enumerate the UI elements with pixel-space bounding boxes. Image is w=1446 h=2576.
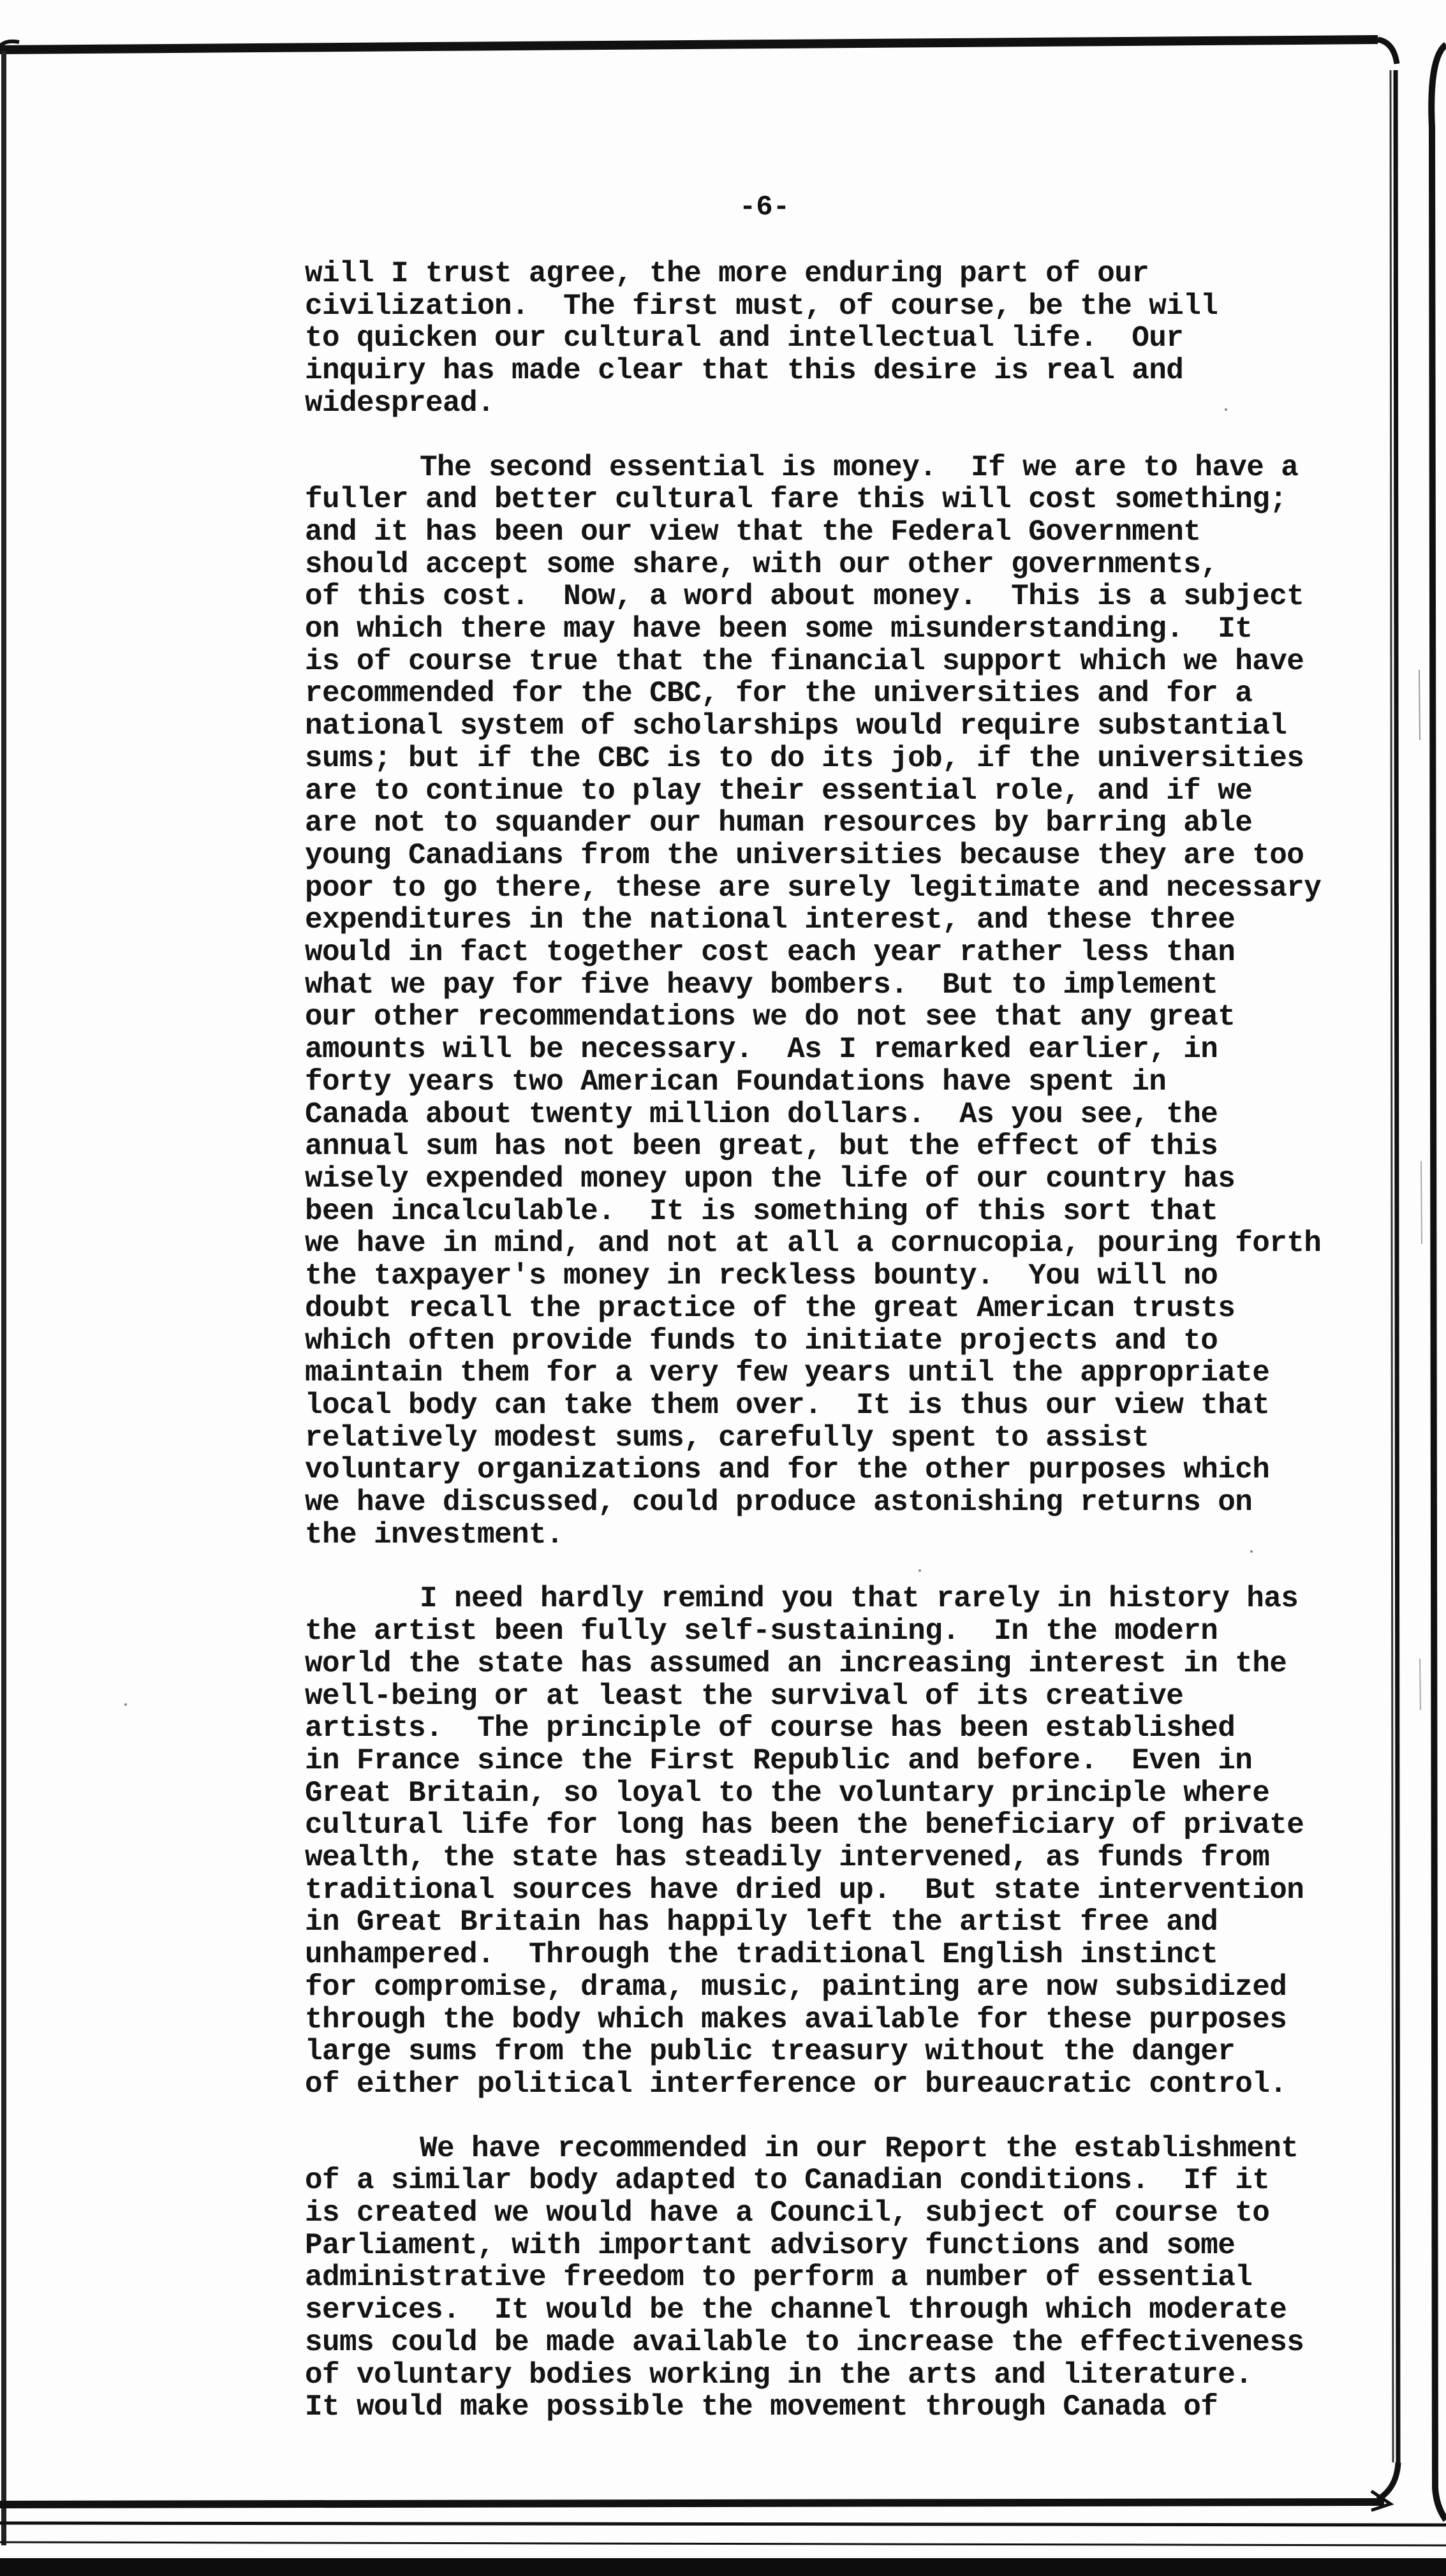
text-line: civilization. The first must, of course, be the will — [305, 289, 1218, 323]
text-line: will I trust agree, the more enduring part of our — [305, 257, 1149, 290]
text-line: to quicken our cultural and intellectual life. Our — [305, 322, 1184, 355]
text-line: amounts will be necessary. As I remarked earlier, in — [305, 1033, 1218, 1067]
text-line: Parliament, with important advisory functions and some — [305, 2228, 1236, 2262]
text-line: recommended for the CBC, for the universities and for a — [305, 677, 1253, 711]
paper-speck — [919, 1569, 921, 1572]
text-line: poor to go there, these are surely legitimate and necessary — [305, 871, 1322, 905]
text-line: artists. The principle of course has been established — [305, 1712, 1236, 1745]
text-line: large sums from the public treasury without the danger — [305, 2035, 1236, 2069]
text-line: which often provide funds to initiate projects and to — [305, 1324, 1218, 1358]
text-line: the investment. — [305, 1518, 564, 1551]
paragraph-3 — [305, 1583, 1402, 2100]
text-line: administrative freedom to perform a number of essential — [305, 2261, 1253, 2295]
text-line: been incalculable. It is something of this sort that — [305, 1194, 1218, 1228]
text-line: should accept some share, with our other governments, — [305, 547, 1218, 581]
text-line: voluntary organizations and for the other purposes which — [305, 1453, 1270, 1487]
text-line: are not to squander our human resources by barring able — [305, 806, 1253, 840]
paragraph-spacer — [305, 1551, 1402, 1583]
text-line: national system of scholarships would require substantial — [305, 709, 1287, 743]
text-line: annual sum has not been great, but the effect of this — [305, 1130, 1218, 1164]
text-line: cultural life for long has been the beneficiary of private — [305, 1809, 1304, 1842]
text-line: Canada about twenty million dollars. As you see, the — [305, 1097, 1218, 1131]
paragraph-2 — [305, 452, 1402, 1551]
text-line: in France since the First Republic and before. Even in — [305, 1743, 1253, 1777]
paragraph-1 — [305, 258, 1402, 420]
text-line: We have recommended in our Report the establishment — [420, 2131, 1299, 2165]
text-line: for compromise, drama, music, painting are now subsidized — [305, 1970, 1287, 2004]
text-line: the taxpayer's money in reckless bounty. You will no — [305, 1259, 1218, 1293]
text-line: would in fact together cost each year rather less than — [305, 936, 1236, 970]
text-line: is of course true that the financial support which we have — [305, 644, 1304, 678]
text-line: and it has been our view that the Federal Government — [305, 515, 1201, 549]
text-line: on which there may have been some misunderstanding. It — [305, 612, 1253, 646]
text-line: are to continue to play their essential role, and if we — [305, 774, 1253, 808]
text-line: of this cost. Now, a word about money. This is a subject — [305, 580, 1304, 614]
paper-speck — [1250, 1550, 1253, 1553]
text-line: The second essential is money. If we are to have a — [420, 450, 1299, 484]
text-line: is created we would have a Council, subject of course to — [305, 2196, 1270, 2230]
text-line: It would make possible the movement through Canada of — [305, 2390, 1218, 2424]
text-line: we have discussed, could produce astonishing returns on — [305, 1486, 1253, 1520]
body-text — [305, 258, 1402, 2424]
paragraph-spacer — [305, 420, 1402, 452]
text-line: through the body which makes available for these purposes — [305, 2002, 1287, 2036]
paper-speck — [124, 1703, 127, 1706]
text-line: well-being or at least the survival of its creative — [305, 1679, 1184, 1713]
text-line: inquiry has made clear that this desire is real and — [305, 354, 1184, 388]
text-line: Great Britain, so loyal to the voluntary principle where — [305, 1776, 1270, 1810]
text-line: forty years two American Foundations have spent in — [305, 1065, 1167, 1099]
text-line: of either political interference or bureaucratic control. — [305, 2067, 1287, 2101]
text-line: I need hardly remind you that rarely in history has — [420, 1582, 1299, 1616]
text-line: local body can take them over. It is thus our view that — [305, 1388, 1270, 1422]
text-line: young Canadians from the universities because they are too — [305, 838, 1304, 872]
text-line: unhampered. Through the traditional English instinct — [305, 1938, 1218, 1972]
page-number: -6- — [739, 191, 790, 223]
paragraph-spacer — [305, 2101, 1402, 2133]
text-line: traditional sources have dried up. But state intervention — [305, 1873, 1304, 1907]
text-line: wisely expended money upon the life of our country has — [305, 1162, 1236, 1195]
text-line: of voluntary bodies working in the arts and literature. — [305, 2358, 1253, 2392]
text-line: what we pay for five heavy bombers. But to implement — [305, 968, 1218, 1002]
text-line: world the state has assumed an increasing interest in the — [305, 1647, 1287, 1680]
text-line: our other recommendations we do not see that any great — [305, 1000, 1236, 1034]
text-line: wealth, the state has steadily intervened, as funds from — [305, 1841, 1270, 1875]
text-line: of a similar body adapted to Canadian conditions. If it — [305, 2164, 1270, 2198]
text-line: maintain them for a very few years until the appropriate — [305, 1356, 1270, 1390]
text-line: the artist been fully self-sustaining. In the modern — [305, 1615, 1218, 1648]
text-line: fuller and better cultural fare this will cost something; — [305, 483, 1287, 517]
text-line: sums could be made available to increase the effectiveness — [305, 2325, 1304, 2359]
text-line: services. It would be the channel through which moderate — [305, 2293, 1287, 2327]
text-line: in Great Britain has happily left the artist free and — [305, 1906, 1218, 1939]
text-line: relatively modest sums, carefully spent to assist — [305, 1421, 1149, 1455]
text-line: sums; but if the CBC is to do its job, if the universities — [305, 741, 1304, 775]
text-line: doubt recall the practice of the great American trusts — [305, 1291, 1236, 1325]
text-line: we have in mind, and not at all a cornucopia, pouring forth — [305, 1227, 1322, 1261]
text-line: expenditures in the national interest, and these three — [305, 903, 1236, 937]
paper-speck — [1225, 408, 1227, 411]
text-line: widespread. — [305, 386, 495, 420]
paragraph-4 — [305, 2133, 1402, 2424]
